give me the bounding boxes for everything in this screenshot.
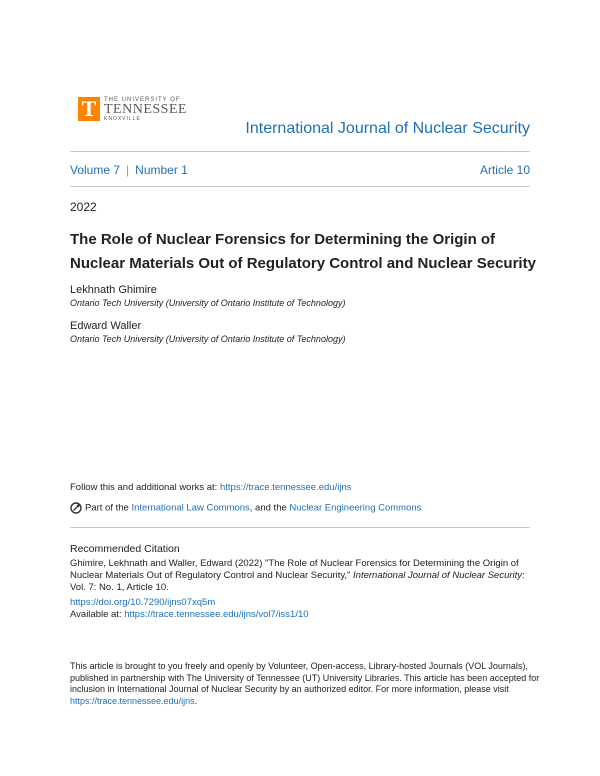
follow-works-link[interactable]: https://trace.tennessee.edu/ijns xyxy=(219,482,352,493)
commons-line xyxy=(70,502,421,514)
commons-prefix: Part of the xyxy=(85,502,132,514)
author-name-2: Edward Waller xyxy=(70,320,142,332)
publication-year: 2022 xyxy=(70,200,97,214)
international-law-commons-link[interactable]: International Law Commons xyxy=(131,502,250,514)
citation-journal: International Journal of Nuclear Security xyxy=(353,570,523,581)
citation-text xyxy=(70,558,540,594)
journal-title-link[interactable]: International Journal of Nuclear Security xyxy=(245,120,530,137)
author-affiliation-1: Ontario Tech University (University of Ontario Institute of Technology) xyxy=(70,298,346,308)
access-notice-text: This article is brought to you freely and openly by Volunteer, Open-access, Library-hosted Journals (VOL Journals), published in partnership with The University of Tennessee (UT) University Libraries. This article has been accepted for inclusion in International Journal of Nuclear Security by an authorized editor. For more information, please visit xyxy=(70,661,540,694)
cc-icon xyxy=(70,502,82,514)
commons-middle: , and the xyxy=(249,502,290,514)
access-notice-link[interactable]: https://trace.tennessee.edu/ijns xyxy=(70,695,195,706)
logo-line-tennessee: TENNESSEE xyxy=(104,102,188,117)
access-notice xyxy=(70,661,540,707)
citation-divider xyxy=(70,527,530,528)
access-notice-end: . xyxy=(194,695,198,706)
doi-link[interactable]: https://doi.org/10.7290/ijns07xq5m xyxy=(70,597,216,608)
available-at-link[interactable]: https://trace.tennessee.edu/ijns/vol7/iss1/10 xyxy=(124,609,309,620)
follow-works-text: Follow this and additional works at: xyxy=(70,482,220,493)
issue-separator: | xyxy=(126,163,130,177)
author-affiliation-2: Ontario Tech University (University of Ontario Institute of Technology) xyxy=(70,334,346,344)
nuclear-engineering-commons-link[interactable]: Nuclear Engineering Commons xyxy=(289,502,422,514)
citation-suffix: : Vol. 7: No. 1, Article 10. xyxy=(70,570,525,593)
article-number-link[interactable]: Article 10 xyxy=(479,163,530,177)
logo-t-mark: T xyxy=(78,97,100,121)
article-title: The Role of Nuclear Forensics for Determining the Origin of Nuclear Materials Out of Regulatory Control and Nuclear Security xyxy=(70,231,536,272)
header-divider xyxy=(70,151,530,152)
logo-line-knoxville: KNOXVILLE xyxy=(104,116,141,122)
university-logo xyxy=(78,97,188,123)
volume-link[interactable]: Volume 7 xyxy=(70,163,121,177)
issue-divider xyxy=(70,186,530,187)
number-link[interactable]: Number 1 xyxy=(135,163,188,177)
available-at-line xyxy=(70,609,309,620)
follow-works-line xyxy=(70,482,351,493)
issue-info xyxy=(70,163,188,177)
author-name-1: Lekhnath Ghimire xyxy=(70,284,157,296)
available-at-prefix: Available at: xyxy=(70,609,125,620)
logo-line-university: THE UNIVERSITY OF xyxy=(104,97,181,103)
citation-heading: Recommended Citation xyxy=(70,543,180,555)
citation-body: Ghimire, Lekhnath and Waller, Edward (2022) "The Role of Nuclear Forensics for Determining the Origin of Nuclear Materials Out of Regulatory Control and Nuclear Security," xyxy=(70,558,519,581)
